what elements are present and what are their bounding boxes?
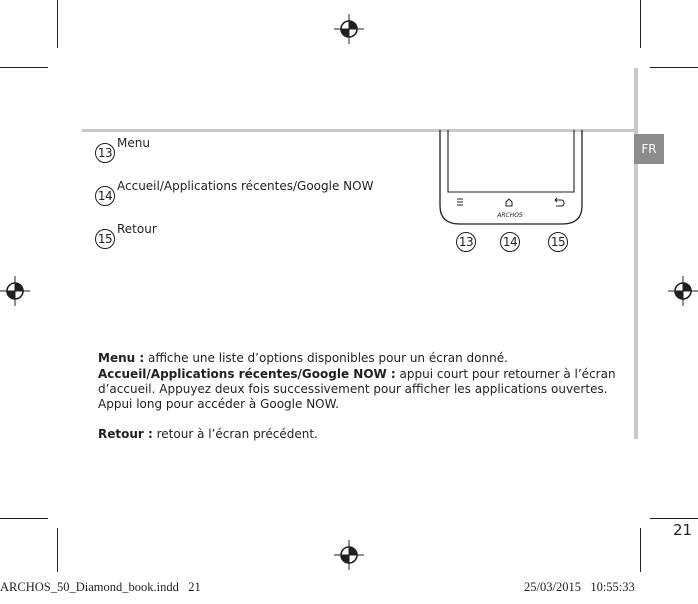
side-bar xyxy=(634,68,638,134)
device-callout-14: 14 xyxy=(500,232,520,252)
list-item-label: Accueil/Applications récentes/Google NOW xyxy=(117,179,374,193)
back-icon xyxy=(555,198,564,206)
description-term: Menu : xyxy=(98,351,145,365)
registration-mark-icon xyxy=(668,276,698,306)
brand-logo: ARCHOS xyxy=(497,212,523,219)
page-number: 21 xyxy=(673,521,693,539)
device-callout-15: 15 xyxy=(548,232,568,252)
description-text: affiche une liste d’options disponibles pour un écran donné. xyxy=(144,351,508,365)
list-item-menu xyxy=(95,136,150,163)
registration-mark-icon xyxy=(0,276,30,306)
registration-mark-icon xyxy=(334,14,364,44)
callout-number: 13 xyxy=(95,143,115,163)
callout-number: 15 xyxy=(95,229,115,249)
crop-mark-top-left-h xyxy=(0,67,48,68)
crop-mark-bottom-right-h xyxy=(650,518,698,519)
description-text: retour à l’écran précédent. xyxy=(152,427,318,441)
crop-mark-bottom-left-v xyxy=(57,528,58,572)
crop-mark-bottom-left-h xyxy=(0,518,48,519)
description-term: Retour : xyxy=(98,427,153,441)
list-item-label: Menu xyxy=(117,136,150,150)
home-icon xyxy=(506,199,512,206)
registration-mark-icon xyxy=(334,540,364,570)
list-item-label: Retour xyxy=(117,222,157,236)
list-item-home xyxy=(95,179,373,206)
footer-date: 25/03/2015 10:55:33 xyxy=(524,580,635,594)
list-item-back xyxy=(95,222,157,249)
device-illustration xyxy=(436,128,586,228)
crop-mark-bottom-right-v xyxy=(640,528,641,572)
device-callout-13: 13 xyxy=(456,232,476,252)
description-term: Accueil/Applications récentes/Google NOW : xyxy=(98,367,396,381)
description-home xyxy=(98,367,638,412)
crop-mark-top-right-h xyxy=(650,67,698,68)
description-menu xyxy=(98,351,638,366)
description-back xyxy=(98,427,638,442)
crop-mark-top-right-v xyxy=(640,0,641,48)
description-text: appui court pour retourner à l’écran d’accueil. Appuyez deux fois successivement pour afficher les applications ouvertes. Appui long pour accéder à Google NOW. xyxy=(98,367,616,411)
crop-mark-top-left-v xyxy=(57,0,58,48)
footer-file: ARCHOS_50_Diamond_book.indd 21 xyxy=(0,580,201,594)
callout-number: 14 xyxy=(95,186,115,206)
menu-icon xyxy=(457,199,463,205)
language-tab: FR xyxy=(634,134,664,164)
